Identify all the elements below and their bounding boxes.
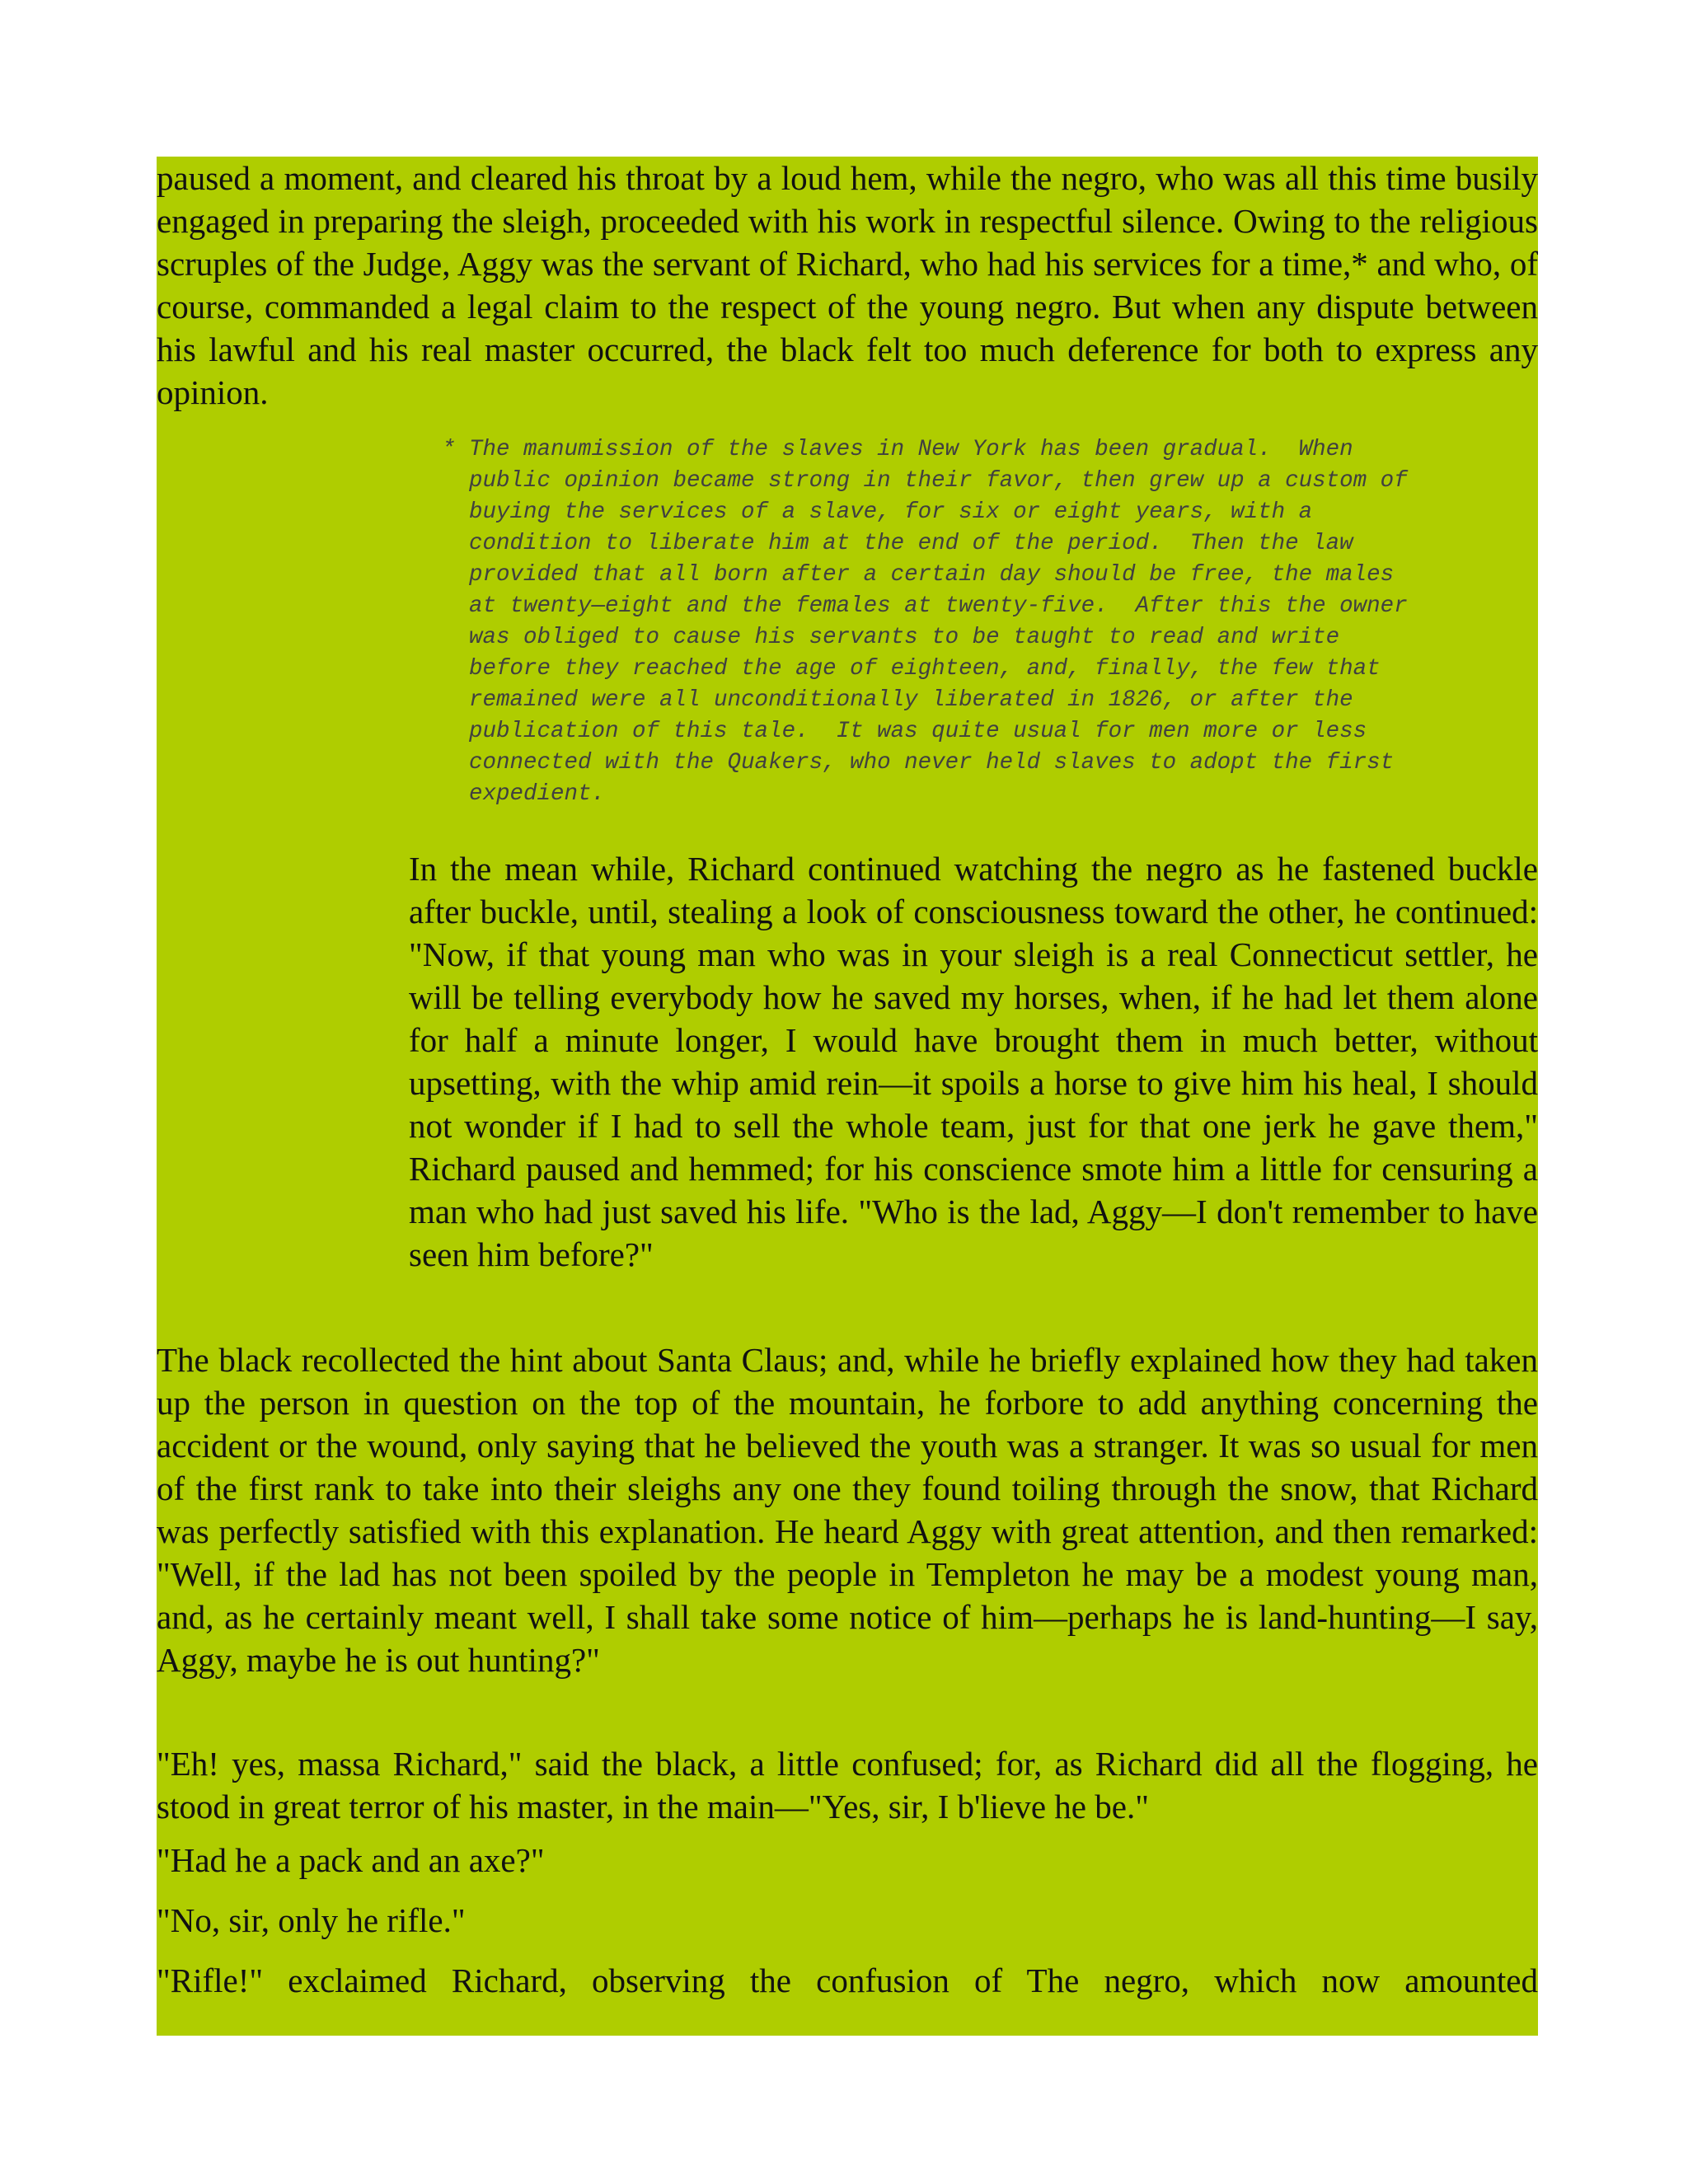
paragraph-7: "Rifle!" exclaimed Richard, observing the confusion of The negro, which now amounted: [157, 1961, 1538, 1999]
page-body: [157, 157, 1538, 2036]
paragraph-2: In the mean while, Richard continued watching the negro as he fastened buckle after buckle, until, stealing a look of consciousness toward the other, he continued: "Now, if that young man who was in your sleigh is a real Connecticut settler, he will be telling everybody how he saved my horses, when, if he had let them alone for half a minute longer, I would have brought them in much better, without upsetting, with the whip amid rein—it spoils a horse to give him his heal, I should not wonder if I had to sell the whole team, just for that one jerk he gave them," Richard paused and hemmed; for his conscience smote him a little for censuring a man who had just saved his life. "Who is the lad, Aggy—I don't remember to have seen him before?": [409, 850, 1538, 1273]
footnote: * The manumission of the slaves in New York has been gradual. When public opinion became strong in their favor, then grew up a custom of buying the services of a slave, for six or eight years, with a condition to liberate him at the end of the period. Then the law provided that all born after a certain day should be free, the males at twenty—eight and the females at twenty-five. After this the owner was obliged to cause his servants to be taught to read and write before they reached the age of eighteen, and, finally, the few that remained were all unconditionally liberated in 1826, or after the publication of this tale. It was quite usual for men more or less connected with the Quakers, who never held slaves to adopt the first expedient.: [442, 437, 1408, 807]
paragraph-1: paused a moment, and cleared his throat by a loud hem, while the negro, who was all this time busily engaged in preparing the sleigh, proceeded with his work in respectful silence. Owing to the religious scruples of the Judge, Aggy was the servant of Richard, who had his services for a time,* and who, of course, commanded a legal claim to the respect of the young negro. But when any dispute between his lawful and his real master occurred, the black felt too much deference for both to express any opinion.: [157, 159, 1538, 411]
paragraph-3: The black recollected the hint about Santa Claus; and, while he briefly explained how they had taken up the person in question on the top of the mountain, he forbore to add anything concerning the accident or the wound, only saying that he believed the youth was a stranger. It was so usual for men of the first rank to take into their sleighs any one they found toiling through the snow, that Richard was perfectly satisfied with this explanation. He heard Aggy with great attention, and then remarked: "Well, if the lad has not been spoiled by the people in Templeton he may be a modest young man, and, as he certainly meant well, I shall take some notice of him—perhaps he is land-hunting—I say, Aggy, maybe he is out hunting?": [157, 1341, 1538, 1679]
paragraph-6: "No, sir, only he rifle.": [157, 1901, 466, 1939]
paragraph-5: "Had he a pack and an axe?": [157, 1841, 545, 1879]
paragraph-4: "Eh! yes, massa Richard," said the black, a little confused; for, as Richard did all the flogging, he stood in great terror of his master, in the main—"Yes, sir, I b'lieve he be.": [157, 1745, 1538, 1825]
